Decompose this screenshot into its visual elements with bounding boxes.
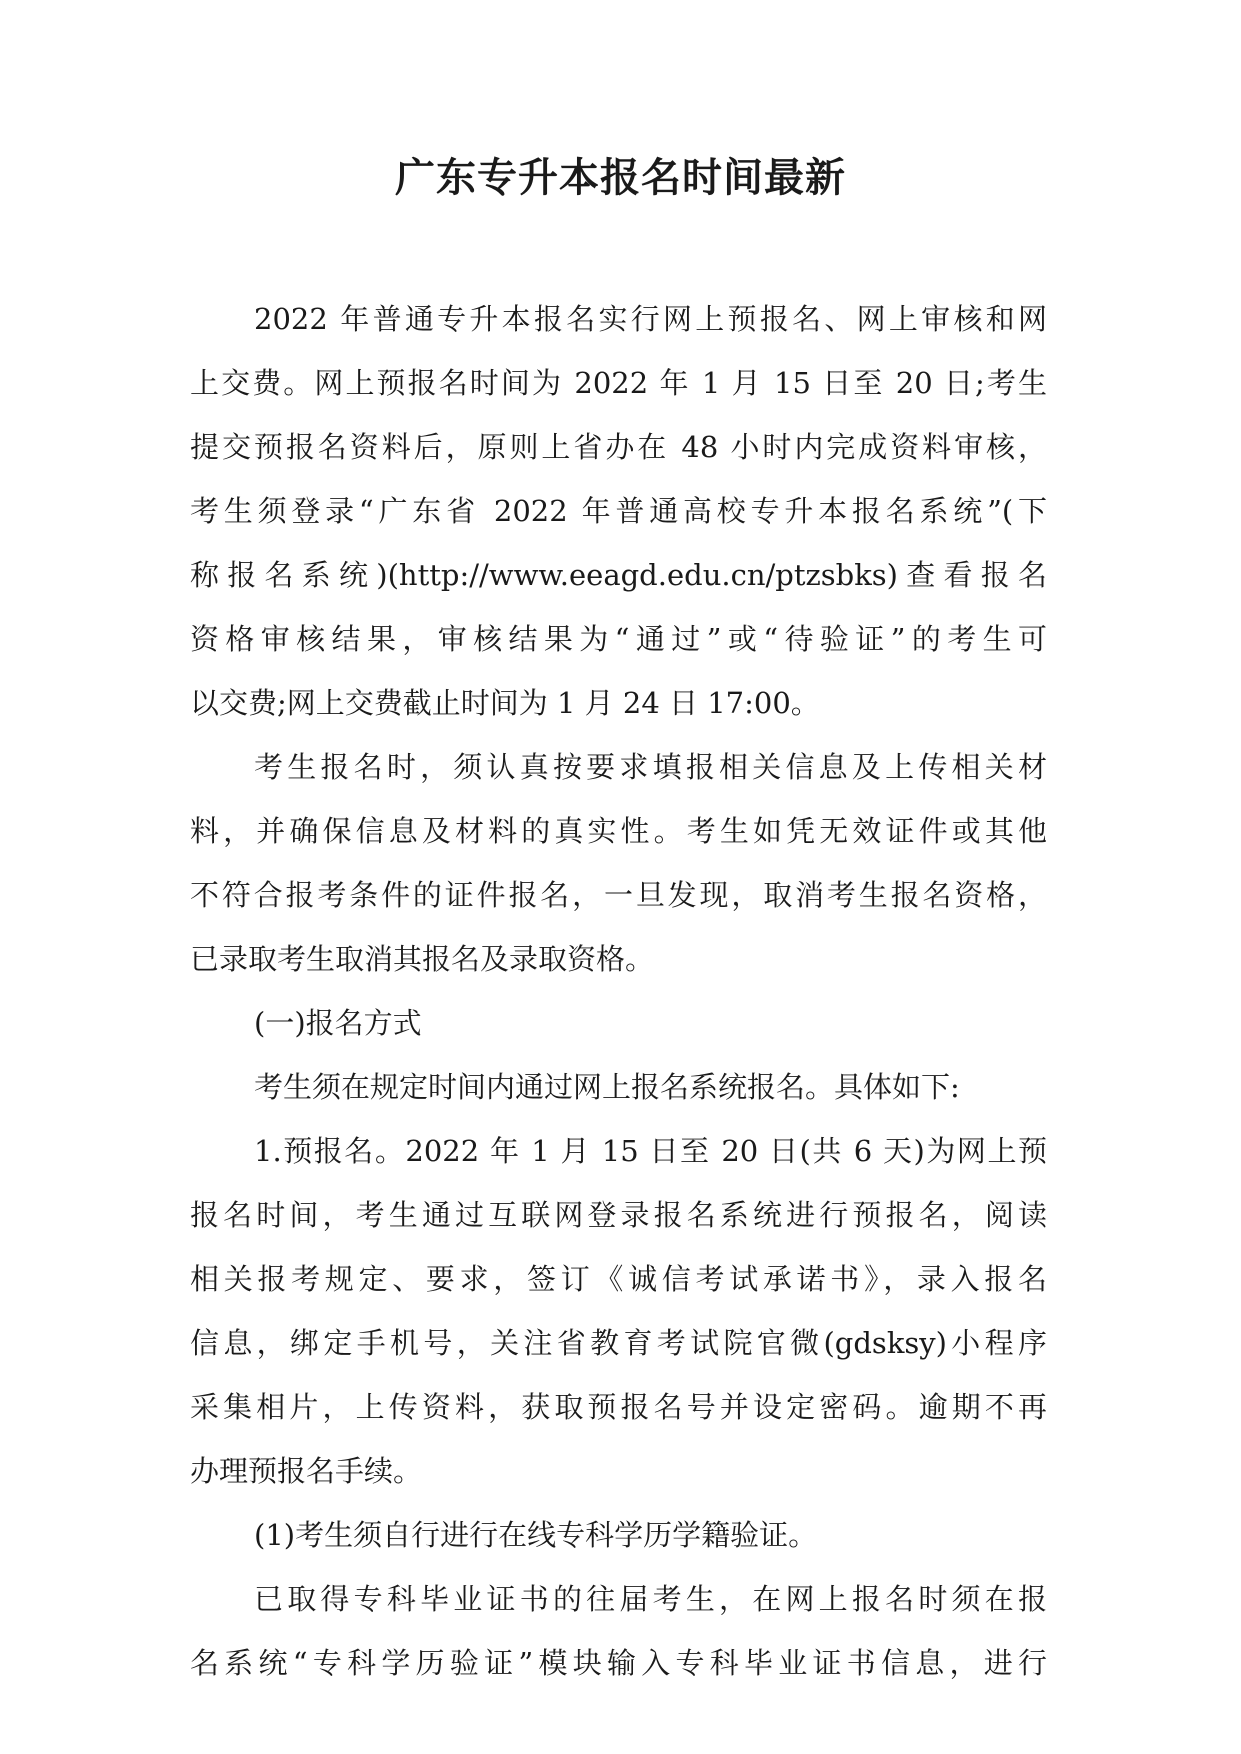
paragraph-line: 提交预报名资料后，原则上省办在 48 小时内完成资料审核， — [190, 430, 1047, 464]
paragraph-line: 不符合报考条件的证件报名，一旦发现，取消考生报名资格， — [190, 878, 1047, 912]
section-heading: (一)报名方式 — [254, 1006, 422, 1040]
paragraph-line: 考生报名时，须认真按要求填报相关信息及上传相关材 — [254, 750, 1047, 784]
paragraph-line: 报名时间，考生通过互联网登录报名系统进行预报名，阅读 — [190, 1198, 1047, 1232]
paragraph-line: 考生须登录“广东省 2022 年普通高校专升本报名系统”(下 — [190, 494, 1047, 528]
paragraph-line: 采集相片，上传资料，获取预报名号并设定密码。逾期不再 — [190, 1390, 1047, 1424]
paragraph-line: 2022 年普通专升本报名实行网上预报名、网上审核和网 — [254, 302, 1047, 336]
document-title: 广东专升本报名时间最新 — [395, 155, 846, 201]
paragraph-line: 已录取考生取消其报名及录取资格。 — [190, 942, 655, 976]
paragraph-line: 办理预报名手续。 — [190, 1454, 423, 1488]
paragraph-line: 名系统“专科学历验证”模块输入专科毕业证书信息，进行 — [190, 1646, 1047, 1680]
paragraph-line: 相关报考规定、要求，签订《诚信考试承诺书》，录入报名 — [190, 1262, 1047, 1296]
paragraph-line: 上交费。网上预报名时间为 2022 年 1 月 15 日至 20 日;考生 — [190, 366, 1047, 400]
paragraph-line: 称报名系统)(http://www.eeagd.edu.cn/ptzsbks)查看报名 — [190, 558, 1047, 592]
paragraph-line: 料，并确保信息及材料的真实性。考生如凭无效证件或其他 — [190, 814, 1047, 848]
subsection-heading: (1)考生须自行进行在线专科学历学籍验证。 — [254, 1518, 818, 1552]
paragraph-line: 1.预报名。2022 年 1 月 15 日至 20 日(共 6 天)为网上预 — [254, 1134, 1047, 1168]
paragraph-line: 以交费;网上交费截止时间为 1 月 24 日 17:00。 — [190, 686, 820, 720]
document-body — [190, 287, 1047, 1695]
paragraph-line: 资格审核结果，审核结果为“通过”或“待验证”的考生可 — [190, 622, 1047, 656]
paragraph-line: 考生须在规定时间内通过网上报名系统报名。具体如下: — [254, 1070, 960, 1104]
paragraph-line: 信息，绑定手机号，关注省教育考试院官微(gdsksy)小程序 — [190, 1326, 1047, 1360]
paragraph-line: 已取得专科毕业证书的往届考生，在网上报名时须在报 — [254, 1582, 1047, 1616]
